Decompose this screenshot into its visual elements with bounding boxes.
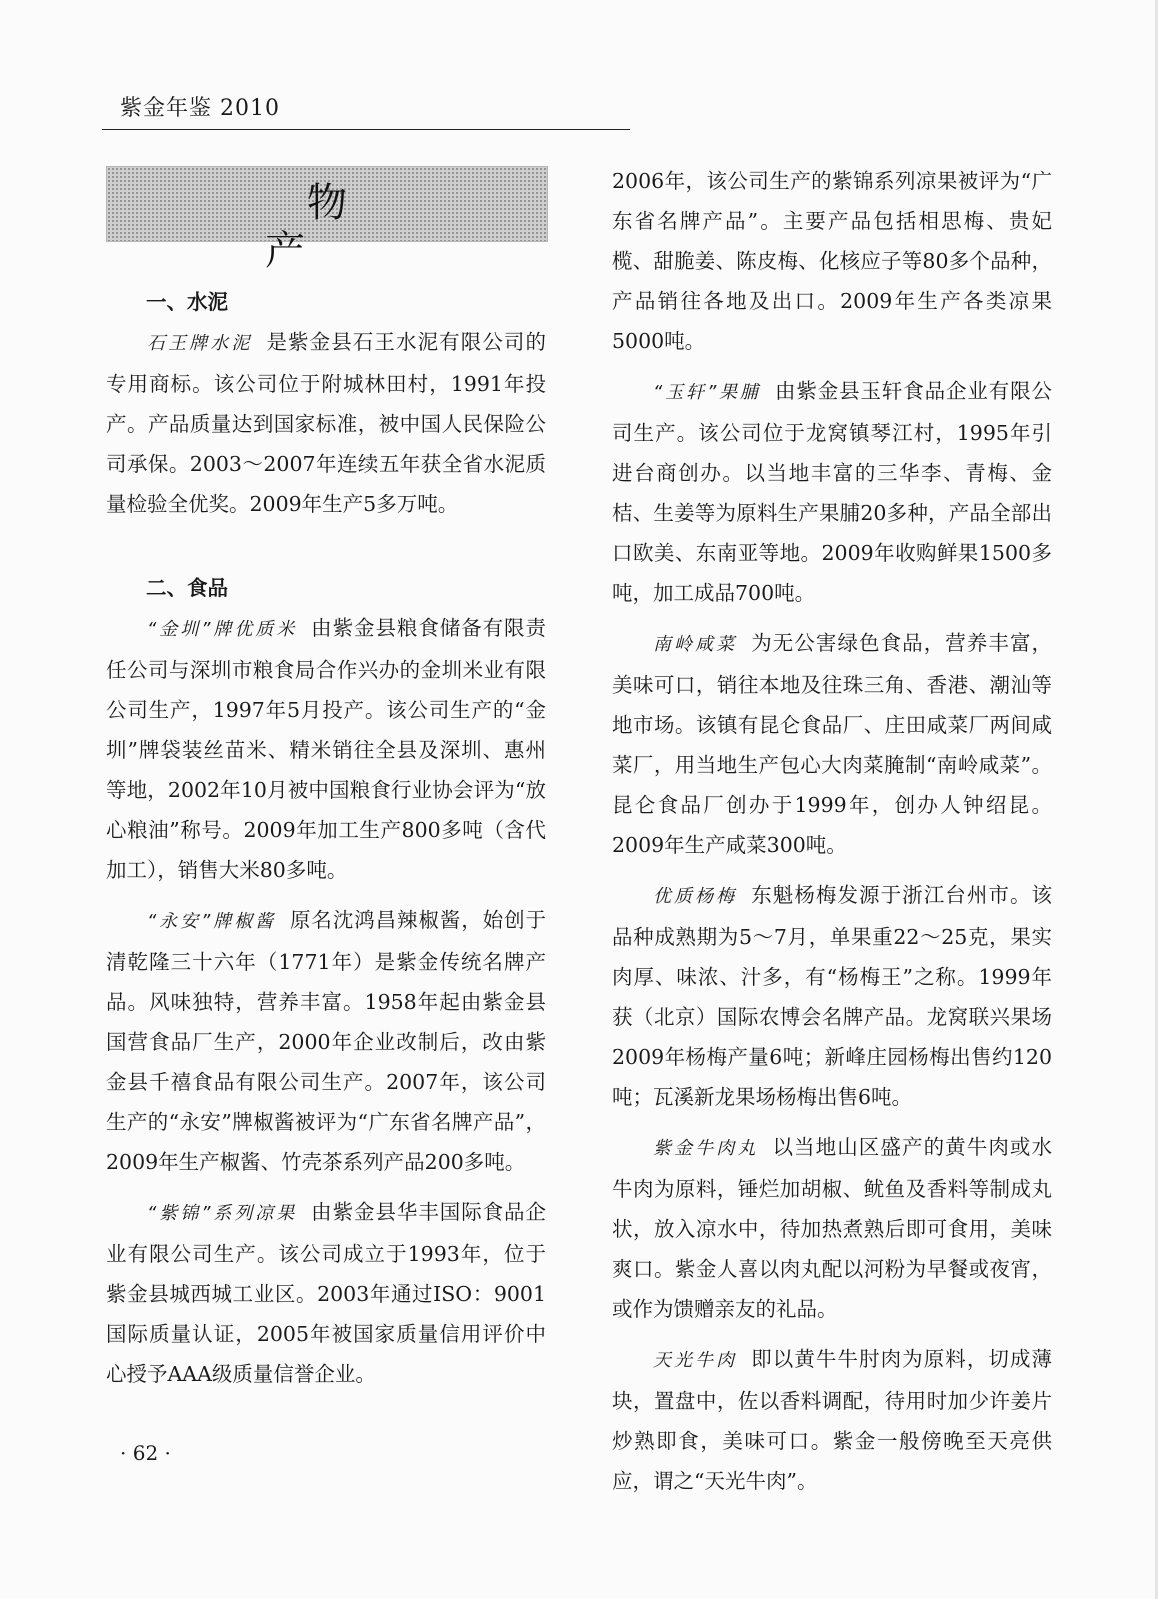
entry-yuxuan-dried-fruit xyxy=(612,371,1052,613)
entry-text: 由紫金县玉轩食品企业有限公司生产。该公司位于龙窝镇琴江村，1995年引进台商创办。以当地丰富的三华李、青梅、金桔、生姜等为原料生产果脯20多种，产品全部出口欧美、东南亚等地。2009年收购鲜果1500多吨，加工成品700吨。 xyxy=(612,379,1052,605)
header-rule xyxy=(102,129,630,130)
entry-term: 紫金牛肉丸 xyxy=(653,1138,759,1159)
page-number: · 62 · xyxy=(120,1441,171,1465)
entry-shiwang-cement xyxy=(106,322,546,524)
entry-jinzhen-rice xyxy=(106,608,546,890)
entry-continuation xyxy=(612,161,1052,361)
entry-zijin-preserved-fruit xyxy=(106,1192,546,1394)
running-head: 紫金年鉴 2010 xyxy=(120,96,280,121)
section-title-banner xyxy=(106,166,679,274)
section-gap xyxy=(106,524,546,564)
entry-text: 即以黄牛牛肘肉为原料，切成薄块，置盘中，佐以香料调配，待用时加少许姜片炒熟即食，美味可口。紫金一般傍晚至天亮供应，谓之“天光牛肉”。 xyxy=(612,1347,1053,1493)
entry-tianguang-beef xyxy=(612,1339,1052,1501)
heading-cement: 一、水泥 xyxy=(146,290,228,314)
entry-term: 石王牌水泥 xyxy=(147,333,253,354)
entry-text: 为无公害绿色食品，营养丰富，美味可口，销往本地及往珠三角、香港、潮汕等地市场。该镇有昆仑食品厂、庄田咸菜厂两间咸菜厂，用当地生产包心大肉菜腌制“南岭咸菜”。昆仑食品厂创办于1999年，创办人钟绍昆。2009年生产咸菜300吨。 xyxy=(612,631,1053,857)
entry-term: 优质杨梅 xyxy=(653,886,738,907)
entry-text: 由紫金县粮食储备有限责任公司与深圳市粮食局合作兴办的金圳米业有限公司生产，1997年5月投产。该公司生产的“金圳”牌袋装丝苗米、精米销往全县及深圳、惠州等地，2002年10月被中国粮食行业协会评为“放心粮油”称号。2009年加工生产800多吨（含代加工），销售大米80多吨。 xyxy=(106,616,546,882)
right-column xyxy=(612,161,1052,1501)
entry-text: 原名沈鸿昌辣椒酱，始创于清乾隆三十六年（1771年）是紫金传统名牌产品。风味独特，营养丰富。1958年起由紫金县国营食品厂生产，2000年企业改制后，改由紫金县千禧食品有限公司生产。2007年，该公司生产的“永安”牌椒酱被评为“广东省名牌产品”，2009年生产椒酱、竹壳茶系列产品200多吨。 xyxy=(106,908,547,1174)
entry-term: “紫锦”系列凉果 xyxy=(147,1203,298,1224)
heading-food: 二、食品 xyxy=(146,576,228,600)
entry-term: “玉轩”果脯 xyxy=(653,382,761,403)
entry-text: 由紫金县华丰国际食品企业有限公司生产。该公司成立于1993年，位于紫金县城西城工业区。2003年通过ISO：9001国际质量认证，2005年被国家质量信用评价中心授予AAA级质量信誉企业。 xyxy=(106,1200,546,1386)
entry-text: 东魁杨梅发源于浙江台州市。该品种成熟期为5～7月，单果重22～25克，果实肉厚、味浓、汁多，有“杨梅王”之称。1999年获（北京）国际农博会名牌产品。龙窝联兴果场2009年杨梅产量6吨；新峰庄园杨梅出售约120吨；瓦溪新龙果场杨梅出售6吨。 xyxy=(612,883,1053,1109)
entry-beef-balls xyxy=(612,1127,1052,1329)
entry-text: 是紫金县石王水泥有限公司的专用商标。该公司位于附城林田村，1991年投产。产品质量达到国家标准，被中国人民保险公司承保。2003～2007年连续五年获全省水泥质量检验全优奖。2009年生产5多万吨。 xyxy=(106,330,547,516)
entry-text: 以当地山区盛产的黄牛肉或水牛肉为原料，锤烂加胡椒、鱿鱼及香料等制成丸状，放入凉水中，待加热煮熟后即可食用，美味爽口。紫金人喜以肉丸配以河粉为早餐或夜宵，或作为馈赠亲友的礼品。 xyxy=(612,1135,1053,1321)
entry-waxberry xyxy=(612,875,1052,1117)
section-title: 物 产 xyxy=(265,180,679,274)
entry-term: “永安”牌椒酱 xyxy=(147,911,277,932)
entry-text: 2006年，该公司生产的紫锦系列凉果被评为“广东省名牌产品”。主要产品包括相思梅、贵妃榄、甜脆姜、陈皮梅、化核应子等80多个品种，产品销往各地及出口。2009年生产各类凉果5000吨。 xyxy=(612,169,1052,353)
entry-term: “金圳”牌优质米 xyxy=(147,619,298,640)
entry-nanling-pickles xyxy=(612,623,1052,865)
entry-yongan-chili-sauce xyxy=(106,900,546,1182)
left-column xyxy=(106,160,679,1394)
entry-term: 南岭咸菜 xyxy=(653,634,738,655)
entry-term: 天光牛肉 xyxy=(653,1350,738,1371)
